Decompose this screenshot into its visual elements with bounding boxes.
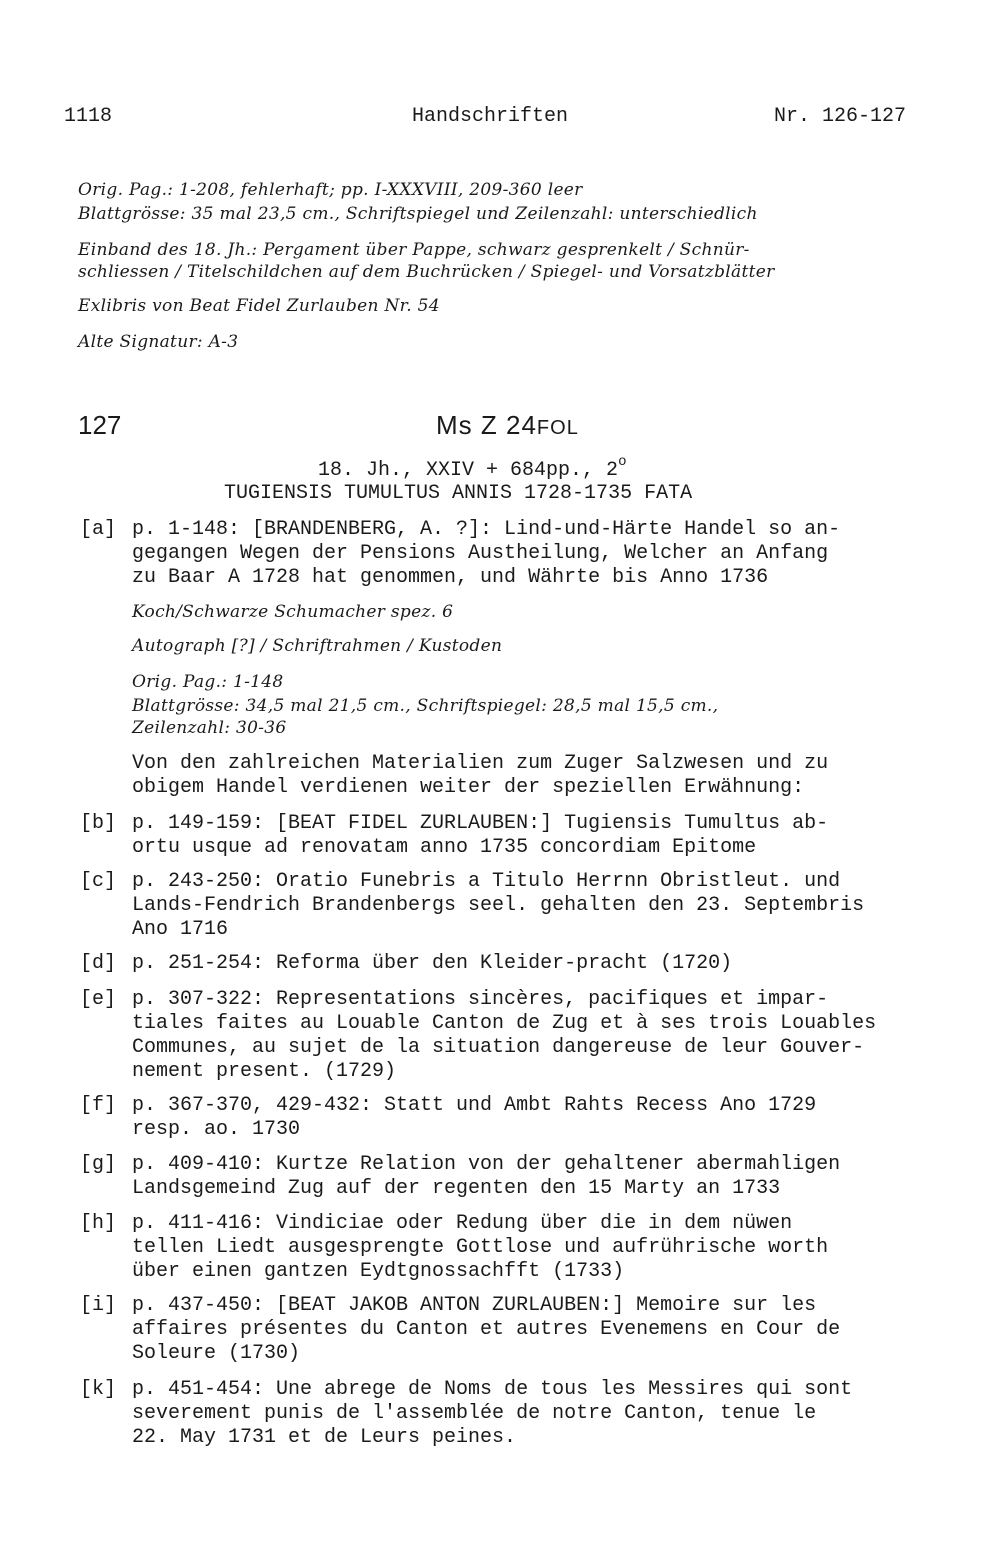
- item-g: [132, 1153, 840, 1201]
- item-a-line-2: gegangen Wegen der Pensions Austheilung, Welcher an Anfang: [132, 542, 829, 565]
- date-line-text: 18. Jh., XXIV + 684pp., 2: [318, 459, 619, 482]
- item-k-line-3: 22. May 1731 et de Leurs peines.: [132, 1426, 517, 1449]
- item-label-e: [e]: [80, 988, 117, 1011]
- item-label-g: [g]: [80, 1153, 117, 1176]
- entry-title: TUGIENSIS TUMULTUS ANNIS 1728-1735 FATA: [224, 482, 693, 505]
- item-i-line-1: p. 437-450: [BEAT JAKOB ANTON ZURLAUBEN:] Memoire sur les: [132, 1294, 817, 1317]
- item-label-k: [k]: [80, 1378, 117, 1401]
- item-c: [132, 870, 864, 942]
- intro-note: [132, 752, 828, 800]
- item-f: [132, 1094, 816, 1142]
- item-g-line-2: Landsgemeind Zug auf der regenten den 15 Marty an 1733: [132, 1177, 781, 1200]
- note-leaf-size: Blattgrösse: 34,5 mal 21,5 cm., Schriftspiegel: 28,5 mal 15,5 cm.,: [132, 696, 719, 716]
- item-e-line-2: tiales faites au Louable Canton de Zug et à ses trois Louables: [132, 1012, 877, 1035]
- prev-pagination: Orig. Pag.: 1-208, fehlerhaft; pp. I-XXXVIII, 209-360 leer: [78, 180, 583, 200]
- entry-shelfmark: [436, 410, 579, 441]
- item-label-c: [c]: [80, 870, 117, 893]
- item-i-line-3: Soleure (1730): [132, 1342, 301, 1365]
- item-f-line-1: p. 367-370, 429-432: Statt und Ambt Rahts Recess Ano 1729: [132, 1094, 817, 1117]
- note-line-count: Zeilenzahl: 30-36: [132, 718, 287, 738]
- item-g-line-1: p. 409-410: Kurtze Relation von der gehaltener abermahligen: [132, 1153, 841, 1176]
- item-h-line-3: über einen gantzen Eydtgnossachfft (1733): [132, 1260, 625, 1283]
- prev-exlibris: Exlibris von Beat Fidel Zurlauben Nr. 54: [78, 296, 440, 316]
- item-h: [132, 1212, 828, 1284]
- running-title: Handschriften: [412, 105, 569, 128]
- entry-number: 127: [78, 410, 122, 440]
- item-a-line-3: zu Baar A 1728 hat genommen, und Währte bis Anno 1736: [132, 566, 769, 589]
- item-a: [132, 518, 840, 590]
- item-label-a: [a]: [80, 518, 117, 541]
- item-d: [132, 952, 732, 976]
- item-e: [132, 988, 876, 1084]
- shelfmark-suffix: FOL: [536, 417, 579, 439]
- item-e-line-4: nement present. (1729): [132, 1060, 397, 1083]
- item-b-line-1: p. 149-159: [BEAT FIDEL ZURLAUBEN:] Tugiensis Tumultus ab-: [132, 812, 829, 835]
- item-c-line-3: Ano 1716: [132, 918, 229, 941]
- prev-binding-line-1: Einband des 18. Jh.: Pergament über Pappe, schwarz gesprenkelt / Schnür-: [78, 240, 750, 260]
- entry-date-line: [318, 450, 626, 483]
- intro-note-line-1: Von den zahlreichen Materialien zum Zuger Salzwesen und zu: [132, 752, 829, 775]
- shelfmark-text: Ms Z 24: [436, 410, 537, 440]
- note-pagination: Orig. Pag.: 1-148: [132, 672, 284, 692]
- item-i: [132, 1294, 840, 1366]
- item-label-b: [b]: [80, 812, 117, 835]
- item-label-f: [f]: [80, 1094, 117, 1117]
- item-a-line-1: p. 1-148: [BRANDENBERG, A. ?]: Lind-und-Härte Handel so an-: [132, 518, 841, 541]
- item-b: [132, 812, 828, 860]
- prev-old-signature: Alte Signatur: A-3: [78, 332, 239, 352]
- intro-note-line-2: obigem Handel verdienen weiter der speziellen Erwähnung:: [132, 776, 805, 799]
- item-b-line-2: ortu usque ad renovatam anno 1735 concordiam Epitome: [132, 836, 757, 859]
- item-c-line-2: Lands-Fendrich Brandenbergs seel. gehalten den 23. Septembris: [132, 894, 865, 917]
- note-autograph: Autograph [?] / Schriftrahmen / Kustoden: [132, 636, 503, 656]
- item-label-h: [h]: [80, 1212, 117, 1235]
- item-c-line-1: p. 243-250: Oratio Funebris a Titulo Herrnn Obristleut. und: [132, 870, 841, 893]
- item-h-line-2: tellen Liedt ausgesprengte Gottlose und aufrührische worth: [132, 1236, 829, 1259]
- item-d-line-1: p. 251-254: Reforma über den Kleider-pracht (1720): [132, 952, 733, 975]
- item-e-line-3: Communes, au sujet de la situation dangereuse de leur Gouver-: [132, 1036, 865, 1059]
- prev-leaf-size: Blattgrösse: 35 mal 23,5 cm., Schriftspiegel und Zeilenzahl: unterschiedlich: [78, 204, 758, 224]
- item-e-line-1: p. 307-322: Representations sincères, pacifiques et impar-: [132, 988, 829, 1011]
- prev-binding-line-2: schliessen / Titelschildchen auf dem Buchrücken / Spiegel- und Vorsatzblätter: [78, 262, 775, 282]
- item-k: [132, 1378, 852, 1450]
- item-i-line-2: affaires présentes du Canton et autres Evenemens en Cour de: [132, 1318, 841, 1341]
- page-number: 1118: [64, 105, 113, 128]
- note-reference: Koch/Schwarze Schumacher spez. 6: [132, 602, 454, 622]
- item-h-line-1: p. 411-416: Vindiciae oder Redung über die in dem nüwen: [132, 1212, 793, 1235]
- item-f-line-2: resp. ao. 1730: [132, 1118, 301, 1141]
- item-k-line-1: p. 451-454: Une abrege de Noms de tous les Messires qui sont: [132, 1378, 853, 1401]
- item-label-i: [i]: [80, 1294, 117, 1317]
- entry-range: Nr. 126-127: [774, 105, 907, 128]
- format-degree: o: [618, 454, 627, 470]
- item-label-d: [d]: [80, 952, 117, 975]
- item-k-line-2: severement punis de l'assemblée de notre Canton, tenue le: [132, 1402, 817, 1425]
